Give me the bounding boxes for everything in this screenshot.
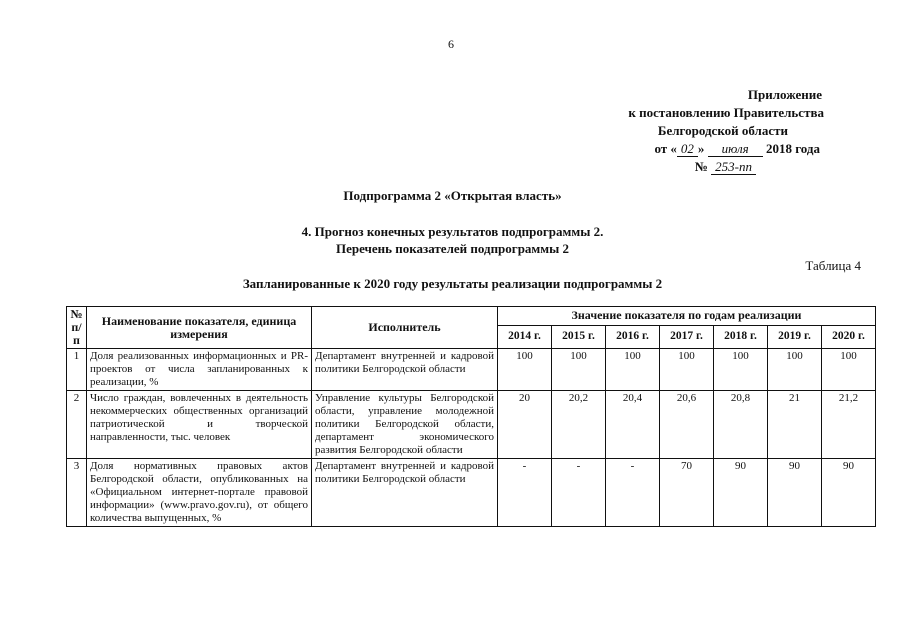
- row-name: Доля реализованных информационных и PR-проектов от числа запланированных к реализации, %: [87, 349, 312, 391]
- header-name: Наименование показателя, единица измерения: [87, 307, 312, 349]
- row-name: Число граждан, вовлеченных в деятельность некоммерческих общественных организаций патриотической и творческой направленности, тыс. человек: [87, 391, 312, 459]
- row-value: 70: [660, 459, 714, 527]
- table-row: [67, 459, 876, 527]
- row-value: 100: [822, 349, 876, 391]
- date-month: июля: [708, 141, 763, 157]
- table-row: [67, 391, 876, 459]
- page-number: 6: [448, 37, 454, 51]
- header-num: № п/п: [67, 307, 87, 349]
- section-title-2: Перечень показателей подпрограммы 2: [335, 241, 570, 256]
- table-title: Запланированные к 2020 году результаты реализации подпрограммы 2: [242, 276, 663, 291]
- header-year: 2018 г.: [714, 325, 768, 348]
- row-value: 21: [768, 391, 822, 459]
- appendix-date: [560, 140, 820, 158]
- header-year: 2015 г.: [552, 325, 606, 348]
- date-prefix: от «: [654, 141, 677, 156]
- header-row-1: [67, 307, 876, 326]
- row-value: 20,2: [552, 391, 606, 459]
- row-value: 20,8: [714, 391, 768, 459]
- header-year: 2020 г.: [822, 325, 876, 348]
- row-value: 90: [714, 459, 768, 527]
- indicators-table: [66, 306, 876, 527]
- date-year: 2018 года: [765, 141, 820, 156]
- header-year: 2014 г.: [498, 325, 552, 348]
- date-day: 02: [677, 141, 698, 157]
- header-executor: Исполнитель: [312, 307, 498, 349]
- row-value: -: [552, 459, 606, 527]
- table-row: [67, 349, 876, 391]
- row-num: 1: [67, 349, 87, 391]
- appendix-line-3: Белгородской области: [657, 123, 788, 138]
- header-year: 2019 г.: [768, 325, 822, 348]
- appendix-block: [560, 86, 860, 176]
- row-value: 100: [606, 349, 660, 391]
- appendix-line-2: к постановлению Правительства: [628, 105, 824, 120]
- row-value: 20,4: [606, 391, 660, 459]
- row-value: 100: [498, 349, 552, 391]
- row-num: 3: [67, 459, 87, 527]
- header-year: 2016 г.: [606, 325, 660, 348]
- row-executor: Департамент внутренней и кадровой политики Белгородской области: [312, 459, 498, 527]
- row-value: 100: [768, 349, 822, 391]
- number-value: 253-пп: [711, 159, 756, 175]
- row-value: 100: [552, 349, 606, 391]
- table-label: Таблица 4: [805, 258, 861, 273]
- row-value: 20,6: [660, 391, 714, 459]
- date-mid: »: [697, 141, 705, 156]
- appendix-line-1: Приложение: [747, 87, 822, 102]
- row-value: 100: [714, 349, 768, 391]
- header-year: 2017 г.: [660, 325, 714, 348]
- row-value: 20: [498, 391, 552, 459]
- row-value: 90: [822, 459, 876, 527]
- section-title-1: 4. Прогноз конечных результатов подпрограммы 2.: [301, 224, 604, 239]
- row-num: 2: [67, 391, 87, 459]
- row-value: 100: [660, 349, 714, 391]
- number-prefix: №: [694, 159, 708, 174]
- row-executor: Департамент внутренней и кадровой политики Белгородской области: [312, 349, 498, 391]
- header-values-group: Значение показателя по годам реализации: [498, 307, 876, 326]
- row-name: Доля нормативных правовых актов Белгородской области, опубликованных на «Официальном интернет-портале правовой информации» (www.pravo.gov.ru), от общего количества выпущенных, %: [87, 459, 312, 527]
- row-value: -: [606, 459, 660, 527]
- subprogram-title: Подпрограмма 2 «Открытая власть»: [343, 188, 562, 203]
- row-executor: Управление культуры Белгородской области, управление молодежной политики Белгородской области, департамент экономического развития Белгородской области: [312, 391, 498, 459]
- row-value: 90: [768, 459, 822, 527]
- row-value: -: [498, 459, 552, 527]
- row-value: 21,2: [822, 391, 876, 459]
- appendix-number: [560, 158, 756, 176]
